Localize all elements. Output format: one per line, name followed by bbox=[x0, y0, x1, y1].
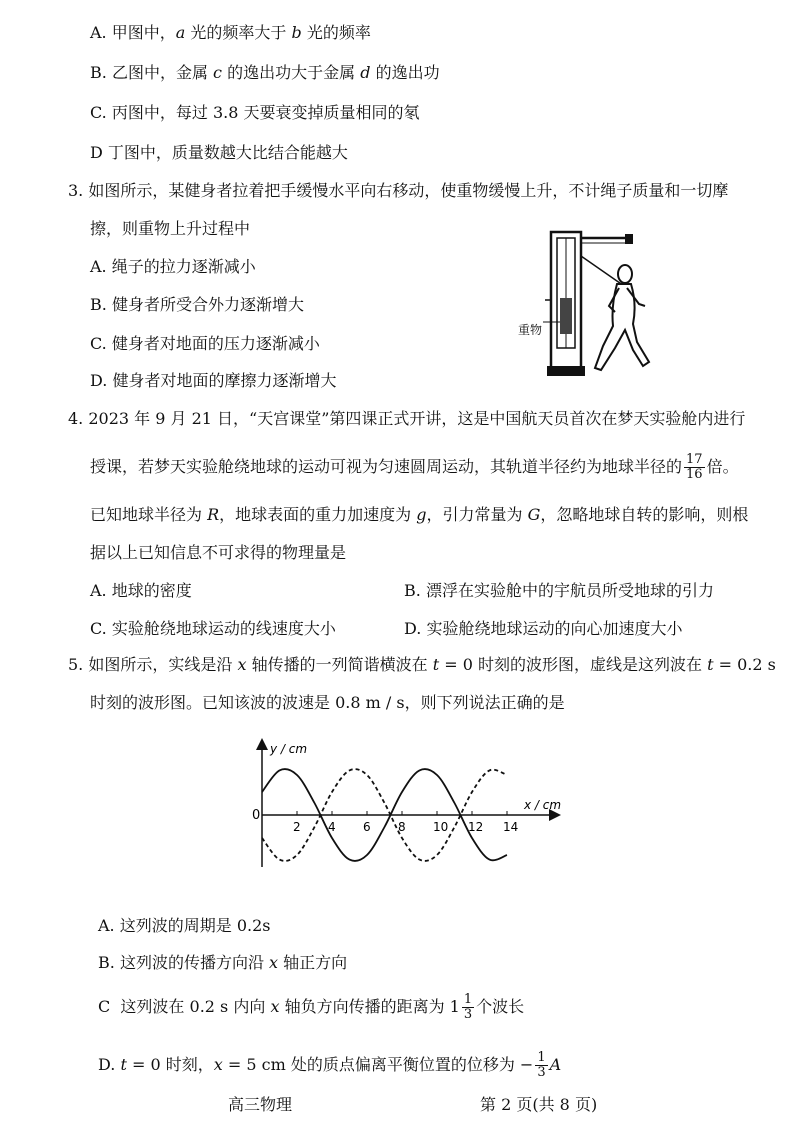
q5-option-c: C 这列波在 0.2 s 内向 x 轴负方向传播的距离为 1 $\frac{1}{3}$ 个波长 bbox=[98, 991, 525, 1022]
person-body bbox=[595, 284, 649, 370]
q5-option-a: A. 这列波的周期是 0.2s bbox=[98, 916, 271, 935]
x-tick-label: 8 bbox=[398, 820, 406, 834]
origin-label: 0 bbox=[252, 808, 261, 823]
q5-option-b: B. 这列波的传播方向沿 x 轴正方向 bbox=[98, 953, 348, 972]
q5c-fraction: $\frac{1}{3}$ bbox=[463, 991, 473, 1022]
x-tick-label: 4 bbox=[328, 820, 336, 834]
x-tick-label: 14 bbox=[503, 820, 519, 834]
x-tick-label: 12 bbox=[468, 820, 484, 834]
q2-option-a: A. 甲图中，a 光的频率大于 b 光的频率 bbox=[90, 23, 371, 42]
q5-option-d: D. t = 0 时刻， x = 5 cm 处的质点偏离平衡位置的位移为 − $\frac{1}{3}$ A bbox=[98, 1049, 562, 1080]
q5-line2: 时刻的波形图。已知该波的波速是 0.8 m / s，则下列说法正确的是 bbox=[90, 693, 565, 712]
q4-line3: 已知地球半径为 R，地球表面的重力加速度为 g，引力常量为 G，忽略地球自转的影响，则根 bbox=[90, 505, 749, 524]
x-tick-label: 10 bbox=[433, 820, 449, 834]
q3-stem-line1: 3. 如图所示，某健身者拉着把手缓慢水平向右移动，使重物缓慢上升，不计绳子质量和一切摩 bbox=[68, 181, 729, 200]
gym-machine-figure bbox=[515, 226, 695, 378]
q3-option-d: D. 健身者对地面的摩擦力逐渐增大 bbox=[90, 371, 337, 390]
q3-option-a: A. 绳子的拉力逐渐减小 bbox=[90, 257, 256, 276]
q4-line2: 授课，若梦天实验舱绕地球的运动可视为匀速圆周运动，其轨道半径约为地球半径的 $\frac{17}{16}$ 倍。 bbox=[90, 451, 739, 482]
weight-label: 重物 bbox=[518, 323, 543, 337]
q5-line1: 5. 如图所示，实线是沿 x 轴传播的一列简谐横波在 t = 0 时刻的波形图，虚线是这列波在 t = 0.2 s bbox=[68, 655, 776, 674]
weight-block bbox=[560, 298, 572, 334]
q4-option-a: A. 地球的密度 bbox=[90, 581, 192, 600]
q2-option-d: D 丁图中，质量数越大比结合能越大 bbox=[90, 143, 348, 162]
q4-fraction: $\frac{17}{16}$ bbox=[686, 451, 703, 482]
person-head bbox=[618, 265, 632, 283]
q4-line1: 4. 2023 年 9 月 21 日，“天宫课堂”第四课正式开讲，这是中国航天员首次在梦天实验舱内进行 bbox=[68, 409, 746, 428]
x-tick-label: 2 bbox=[293, 820, 301, 834]
x-tick-label: 6 bbox=[363, 820, 371, 834]
q2-option-b: B. 乙图中，金属 c 的逸出功大于金属 d 的逸出功 bbox=[90, 63, 440, 82]
q4-option-c: C. 实验舱绕地球运动的线速度大小 bbox=[90, 619, 336, 638]
footer-subject: 高三物理 bbox=[228, 1095, 293, 1114]
x-axis-label: x / cm bbox=[524, 798, 562, 812]
footer-page: 第 2 页(共 8 页) bbox=[480, 1095, 598, 1114]
q4-option-d: D. 实验舱绕地球运动的向心加速度大小 bbox=[404, 619, 683, 638]
q4-option-b: B. 漂浮在实验舱中的宇航员所受地球的引力 bbox=[404, 581, 714, 600]
q3-stem-line2: 擦，则重物上升过程中 bbox=[90, 219, 251, 238]
q3-option-c: C. 健身者对地面的压力逐渐减小 bbox=[90, 334, 320, 353]
y-axis-label: y / cm bbox=[270, 742, 308, 756]
q5d-fraction: $\frac{1}{3}$ bbox=[537, 1049, 546, 1080]
machine-base bbox=[547, 366, 585, 376]
wave-chart bbox=[240, 735, 570, 875]
q4-line4: 据以上已知信息不可求得的物理量是 bbox=[90, 543, 347, 562]
q2-option-c: C. 丙图中，每过 3.8 天要衰变掉质量相同的氡 bbox=[90, 103, 420, 122]
q3-option-b: B. 健身者所受合外力逐渐增大 bbox=[90, 295, 304, 314]
